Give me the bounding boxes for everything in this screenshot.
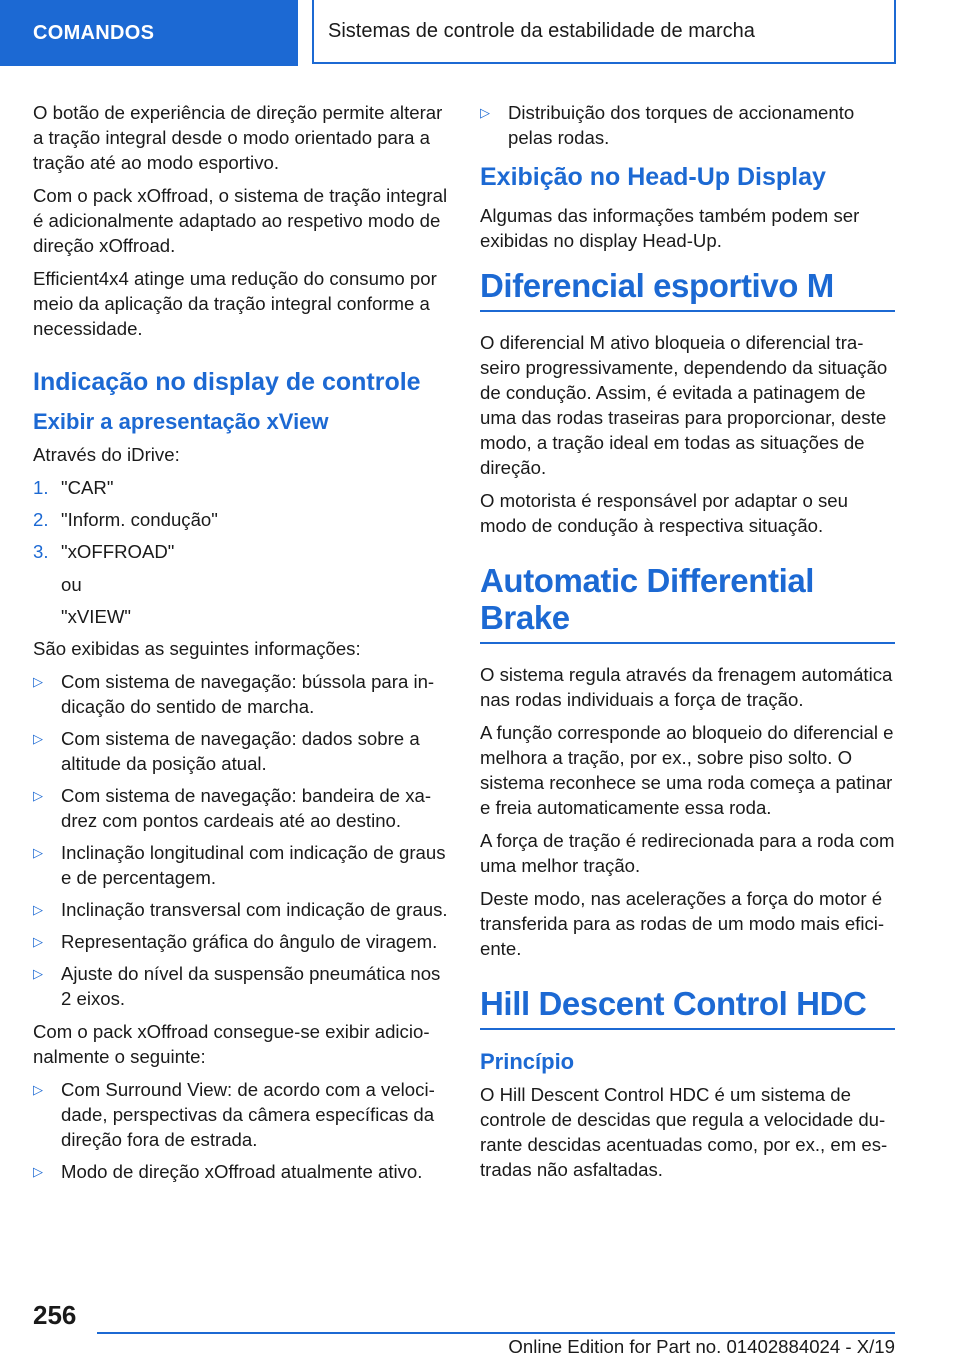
info-bullet-list [33,669,451,1011]
pack-bullet-list [33,1077,451,1184]
list-item [33,726,451,776]
bullet-triangle-icon: ▷ [33,902,43,917]
paragraph: Deste modo, nas acelerações a força do motor é transferida para as rodas de um modo mais eficiente. [480,888,885,959]
bullet-triangle-icon: ▷ [33,1082,43,1097]
paragraph: O botão de experiência de direção permite alterar a tração integral desde o modo orientado para a tração até ao modo esportivo. [33,102,443,173]
bullet-triangle-icon: ▷ [33,1164,43,1179]
step-number: 3. [33,541,49,562]
step-number: 1. [33,477,49,498]
right-column [480,100,895,1190]
list-item [33,1159,451,1184]
page-footer [0,1296,960,1362]
edition-note: Online Edition for Part no. 01402884024 - X/19 [508,1336,895,1357]
list-item-text: Inclinação longitudinal com indicação de graus e de percentagem. [61,842,446,888]
list-item [33,1077,451,1152]
step-item [33,507,451,532]
list-item [480,100,895,150]
bullet-triangle-icon: ▷ [33,845,43,860]
step-text: "Inform. condução" [61,509,218,530]
paragraph: Através do iDrive: [33,444,180,465]
paragraph: Com o pack xOffroad consegue-se exibir adicionalmente o seguinte: [33,1021,430,1067]
list-item [33,961,451,1011]
paragraph: O Hill Descent Control HDC é um sistema de controle de descidas que regula a velocidade durante descidas acentuadas como, por ex., em estradas não asfaltadas. [480,1084,888,1180]
bullet-triangle-icon: ▷ [33,966,43,981]
list-item [33,929,451,954]
paragraph: Algumas das informações também podem ser exibidas no display Head-Up. [480,205,860,251]
page-number: 256 [33,1300,77,1330]
left-column [33,100,451,1192]
list-item [33,897,451,922]
list-item [33,783,451,833]
list-item-text: Com sistema de navegação: dados sobre a altitude da posição atual. [61,728,420,774]
paragraph: O motorista é responsável por adaptar o seu modo de condução à respectiva situação. [480,490,848,536]
paragraph: São exibidas as seguintes informações: [33,638,361,659]
list-item-text: Modo de direção xOffroad atualmente ativo. [61,1161,423,1182]
step-number: 2. [33,509,49,530]
step-item [33,539,451,564]
list-item-text: Distribuição dos torques de accionamento pelas rodas. [508,102,855,148]
step-alternative-or: ou [61,574,82,595]
step-item [33,475,451,500]
list-item-text: Com sistema de navegação: bússola para indicação do sentido de marcha. [61,671,435,717]
list-item [33,840,451,890]
step-text: "CAR" [61,477,114,498]
list-item-text: Representação gráfica do ângulo de viragem. [61,931,438,952]
paragraph: A força de tração é redirecionada para a roda com uma melhor tração. [480,830,895,876]
bullet-triangle-icon: ▷ [33,788,43,803]
bullet-triangle-icon: ▷ [480,105,490,120]
list-item-text: Com Surround View: de acordo com a velocidade, perspectivas da câmera específicas da direção fora de estrada. [61,1079,435,1150]
page-header [0,0,960,66]
chapter-heading: Hill Descent Control HDC [480,985,895,1030]
list-item-text: Inclinação transversal com indicação de graus. [61,899,448,920]
footer-divider [97,1332,895,1334]
list-item-text: Ajuste do nível da suspensão pneumática nos 2 eixos. [61,963,441,1009]
bullet-triangle-icon: ▷ [33,934,43,949]
step-text: "xOFFROAD" [61,541,175,562]
paragraph: O diferencial M ativo bloqueia o diferencial traseiro progressivamente, dependendo da situação de condução. Assim, é evitada a patinagem de uma das rodas traseiras para proporcionar, deste modo, a tração ideal em todas as situações de direção. [480,332,888,478]
section-heading: Exibição no Head-Up Display [480,163,826,191]
section-tab: COMANDOS [0,0,298,66]
chapter-heading: Diferencial esportivo M [480,267,895,312]
chapter-title: Sistemas de controle da estabilidade de marcha [312,0,896,64]
paragraph: A função corresponde ao bloqueio do diferencial e melhora a tração, por ex., sobre piso solto. O sistema reconhece se uma roda começa a patinar e freia automaticamente essa roda. [480,722,894,818]
subsection-heading: Exibir a apresentação xView [33,409,329,434]
list-item [33,669,451,719]
subsection-heading: Princípio [480,1049,575,1074]
list-item-text: Com sistema de navegação: bandeira de xadrez com pontos cardeais até ao destino. [61,785,432,831]
paragraph: Com o pack xOffroad, o sistema de tração integral é adicionalmente adaptado ao respetivo modo de direção xOffroad. [33,185,448,256]
continued-bullet-list [480,100,895,150]
paragraph: Efficient4x4 atinge uma redução do consumo por meio da aplicação da tração integral conforme a necessidade. [33,268,437,339]
bullet-triangle-icon: ▷ [33,731,43,746]
chapter-heading: Automatic Differential Brake [480,562,895,644]
bullet-triangle-icon: ▷ [33,674,43,689]
step-list [33,475,451,564]
section-heading: Indicação no display de controle [33,368,421,396]
paragraph: O sistema regula através da frenagem automática nas rodas individuais a força de tração. [480,664,893,710]
step-alternative: "xVIEW" [61,606,132,627]
